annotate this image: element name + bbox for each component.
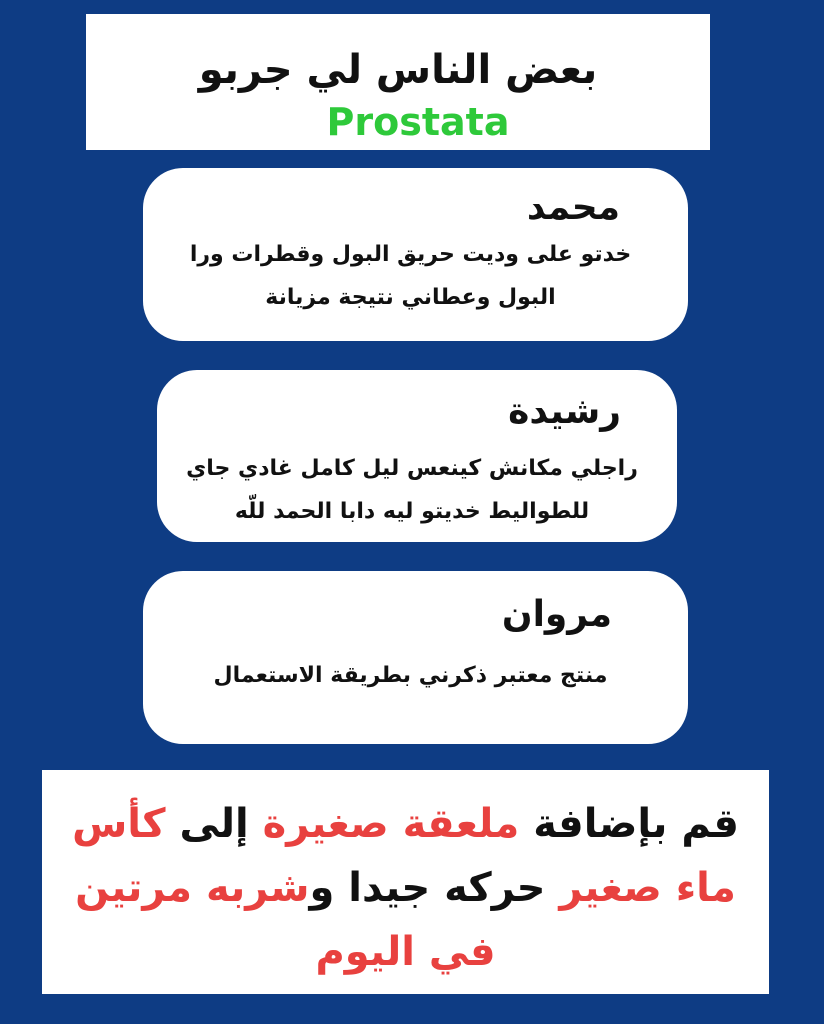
testimonial-author: رشيدة: [508, 391, 621, 432]
instruction-highlight: ملعقة صغيرة: [262, 801, 520, 847]
instruction-highlight: في اليوم: [315, 929, 496, 975]
instruction-highlight: كأس: [72, 801, 166, 847]
product-name: Prostata: [326, 100, 510, 144]
testimonial-line: للطواليط خديتو ليه دابا الحمد للّه: [234, 498, 590, 524]
testimonial-line: منتج معتبر ذكرني بطريقة الاستعمال: [213, 663, 608, 688]
header-title: بعض الناس لي جربو: [198, 47, 598, 93]
testimonial-card: [143, 168, 688, 341]
testimonial-line: راجلي مكانش كينعس ليل كامل غادي جاي: [186, 456, 638, 481]
instructions-line: [66, 856, 745, 920]
instruction-highlight: شربه مرتين: [75, 865, 310, 911]
testimonial-text: [153, 234, 668, 320]
instruction-segment: حركه جيدا و: [309, 865, 560, 911]
testimonial-card: [157, 370, 677, 542]
testimonial-line: خدتو على وديت حريق البول وقطرات ورا: [189, 242, 632, 267]
testimonial-author: محمد: [526, 187, 620, 228]
instructions-line: [66, 792, 745, 856]
header-banner: [86, 14, 710, 150]
testimonial-author: مروان: [501, 594, 612, 635]
instruction-segment: إلى: [165, 801, 263, 847]
instructions-line: [66, 920, 745, 984]
instruction-highlight: ماء صغير: [559, 865, 736, 911]
instruction-segment: قم بإضافة: [519, 801, 739, 847]
usage-instructions: [42, 770, 769, 994]
testimonial-card: [143, 571, 688, 744]
testimonial-text: [167, 448, 657, 534]
testimonial-line: البول وعطاني نتيجة مزيانة: [265, 284, 556, 310]
testimonial-text: [153, 655, 668, 698]
